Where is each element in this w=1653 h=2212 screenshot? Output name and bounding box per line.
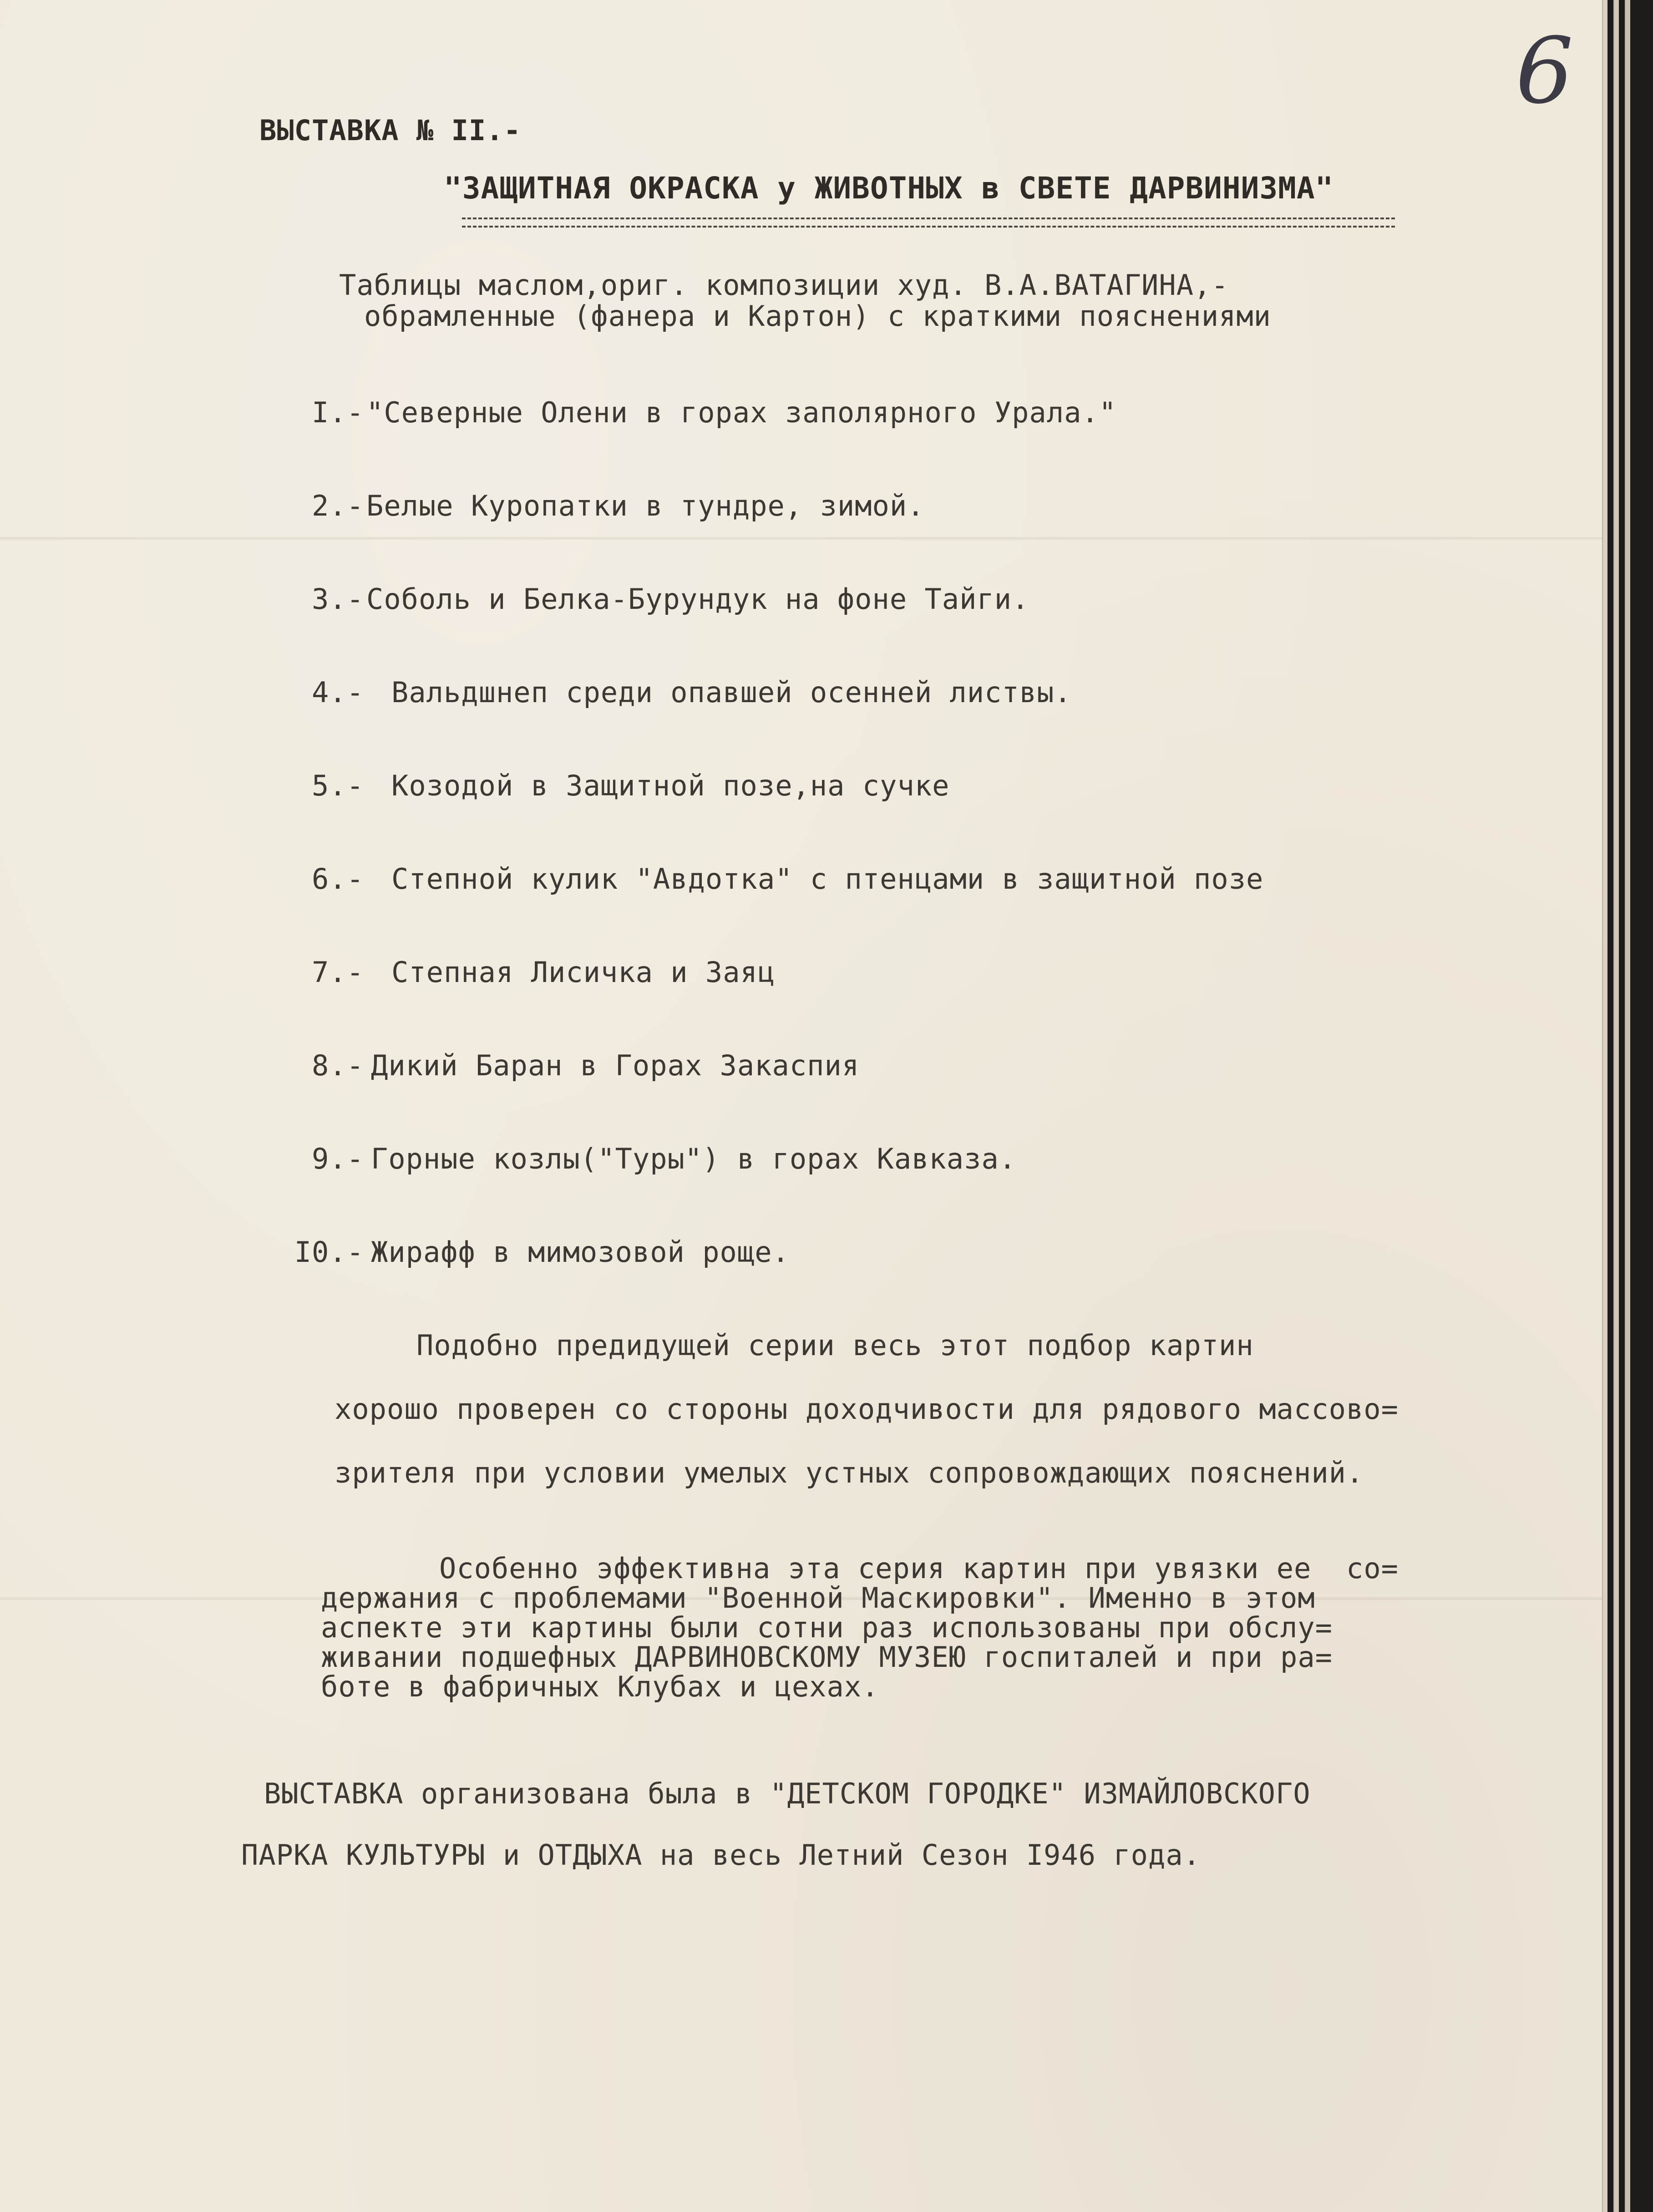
paragraph-line: держания с проблемами "Военной Маскировки". Именно в этом (321, 1581, 1315, 1615)
title-underline (462, 218, 1395, 228)
paragraph-line: хорошо проверен со стороны доходчивости для рядового массово= (335, 1392, 1399, 1426)
item-number: 7.- (312, 956, 364, 989)
item-text: Вальдшнеп среди опавшей осенней листвы. (391, 676, 1072, 709)
paragraph-line: живании подшефных ДАРВИНОВСКОМУ МУЗЕЮ госпиталей и при ра= (321, 1640, 1333, 1674)
item-text: Горные козлы("Туры") в горах Кавказа. (371, 1142, 1017, 1175)
closing-line: ПАРКА КУЛЬТУРЫ и ОТДЫХА на весь Летний Сезон I946 года. (241, 1838, 1201, 1872)
exhibition-title: "ЗАЩИТНАЯ ОКРАСКА у ЖИВОТНЫХ в СВЕТЕ ДАРВИНИЗМА" (444, 171, 1334, 206)
item-text: Жирафф в мимозовой роще. (371, 1235, 790, 1269)
item-text: Степной кулик "Авдотка" с птенцами в защитной позе (391, 862, 1264, 896)
item-text: Степная Лисичка и Заяц (391, 956, 776, 989)
item-number: 9.- (312, 1142, 364, 1175)
item-text: Дикий Баран в Горах Закаспия (371, 1049, 860, 1082)
item-text: Козодой в Защитной позе,на сучке (391, 769, 950, 802)
item-number: I.- (312, 396, 364, 429)
page-number: 6 (1516, 18, 1574, 124)
item-number: 8.- (312, 1049, 364, 1082)
item-text: Соболь и Белка-Бурундук на фоне Тайги. (366, 582, 1029, 616)
closing-line: ВЫСТАВКА организована была в "ДЕТСКОМ ГОРОДКЕ" ИЗМАЙЛОВСКОГО (264, 1777, 1311, 1810)
paragraph-line: зрителя при условии умелых устных сопровождающих пояснений. (335, 1456, 1364, 1489)
item-number: 6.- (312, 862, 364, 896)
page-edge (1613, 0, 1619, 2212)
item-text: Белые Куропатки в тундре, зимой. (366, 489, 925, 522)
item-number: 3.- (312, 582, 364, 616)
paper-crease (0, 537, 1602, 540)
page-edge (1625, 0, 1630, 2212)
item-text: "Северные Олени в горах заполярного Урала." (366, 396, 1117, 429)
item-number: 5.- (312, 769, 364, 802)
item-number: 4.- (312, 676, 364, 709)
paragraph-line: Особенно эффективна эта серия картин при увязки ее со= (439, 1552, 1399, 1585)
item-number: I0.- (294, 1235, 364, 1269)
subtitle-line-2: обрамленные (фанера и Картон) с краткими пояснениями (364, 299, 1272, 333)
item-number: 2.- (312, 489, 364, 522)
page-edge (1602, 0, 1607, 2212)
subtitle-line-1: Таблицы маслом,ориг. композиции худ. В.А.ВАТАГИНА,- (339, 268, 1229, 302)
paragraph-line: Подобно предидущей серии весь этот подбор картин (416, 1329, 1254, 1362)
paragraph-line: аспекте эти картины были сотни раз использованы при обслу= (321, 1611, 1333, 1644)
paragraph-line: боте в фабричных Клубах и цехах. (321, 1670, 879, 1703)
exhibition-label: ВЫСТАВКА № II.- (259, 114, 521, 147)
